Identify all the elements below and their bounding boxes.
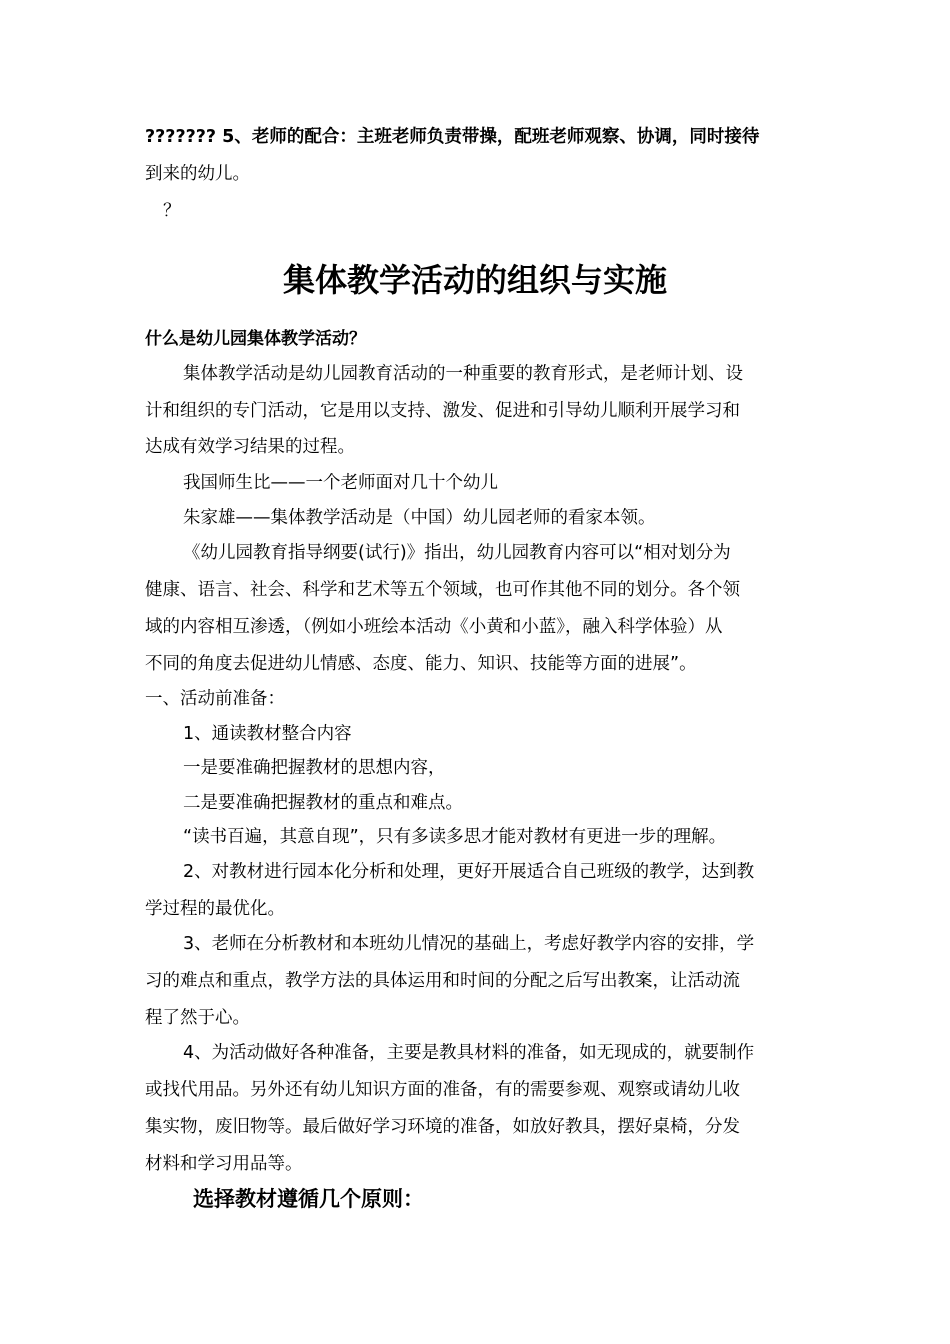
section-1-item-1: 1、通读教材整合内容 (183, 724, 352, 744)
guideline-line-3: 域的内容相互渗透，（例如小班绘本活动《小黄和小蓝》，融入科学体验）从 (145, 617, 723, 637)
section-1-item-1c: “读书百遍，其意自现”，只有多读多思才能对教材有更进一步的理解。 (183, 827, 727, 847)
section-1-item-3-line-3: 程了然于心。 (145, 1008, 250, 1028)
definition-line-2: 计和组织的专门活动，它是用以支持、激发、促进和引导幼儿顺利开展学习和 (145, 401, 740, 421)
intro-line-1: ??????? 5、老师的配合：主班老师负责带操，配班老师观察、协调，同时接待 (145, 127, 760, 147)
section-1-heading: 一、活动前准备： (145, 689, 285, 709)
definition-line-1: 集体教学活动是幼儿园教育活动的一种重要的教育形式，是老师计划、设 (183, 364, 743, 384)
section-1-item-1a: 一是要准确把握教材的思想内容， (183, 758, 446, 778)
definition-line-3: 达成有效学习结果的过程。 (145, 437, 355, 457)
ratio-line: 我国师生比——一个老师面对几十个幼儿 (183, 473, 498, 493)
section-1-item-4-line-3: 集实物，废旧物等。最后做好学习环境的准备，如放好教具，摆好桌椅，分发 (145, 1117, 740, 1137)
intro-line-2: 到来的幼儿。 (145, 164, 250, 184)
principles-heading: 选择教材遵循几个原则： (193, 1187, 424, 1211)
zhu-line: 朱家雄——集体教学活动是（中国）幼儿园老师的看家本领。 (183, 508, 656, 528)
section-1-item-4-line-1: 4、为活动做好各种准备，主要是教具材料的准备，如无现成的，就要制作 (183, 1043, 755, 1063)
section-1-item-1b: 二是要准确把握教材的重点和难点。 (183, 793, 463, 813)
guideline-line-1: 《幼儿园教育指导纲要(试行)》指出，幼儿园教育内容可以“相对划分为 (183, 543, 731, 563)
intro-line-3: ？ (163, 201, 181, 221)
section-1-item-3-line-2: 习的难点和重点，教学方法的具体运用和时间的分配之后写出教案，让活动流 (145, 971, 740, 991)
section-1-item-2-line-2: 学过程的最优化。 (145, 899, 285, 919)
section-1-item-4-line-4: 材料和学习用品等。 (145, 1154, 303, 1174)
guideline-line-2: 健康、语言、社会、科学和艺术等五个领域，也可作其他不同的划分。各个领 (145, 580, 740, 600)
section-1-item-3-line-1: 3、老师在分析教材和本班幼儿情况的基础上，考虑好教学内容的安排，学 (183, 934, 755, 954)
question-heading: 什么是幼儿园集体教学活动？ (145, 329, 366, 349)
guideline-line-4: 不同的角度去促进幼儿情感、态度、能力、知识、技能等方面的进展”。 (145, 654, 697, 674)
page-title: 集体教学活动的组织与实施 (282, 261, 667, 299)
section-1-item-2-line-1: 2、对教材进行园本化分析和处理，更好开展适合自己班级的教学，达到教 (183, 862, 755, 882)
section-1-item-4-line-2: 或找代用品。另外还有幼儿知识方面的准备，有的需要参观、观察或请幼儿收 (145, 1080, 740, 1100)
